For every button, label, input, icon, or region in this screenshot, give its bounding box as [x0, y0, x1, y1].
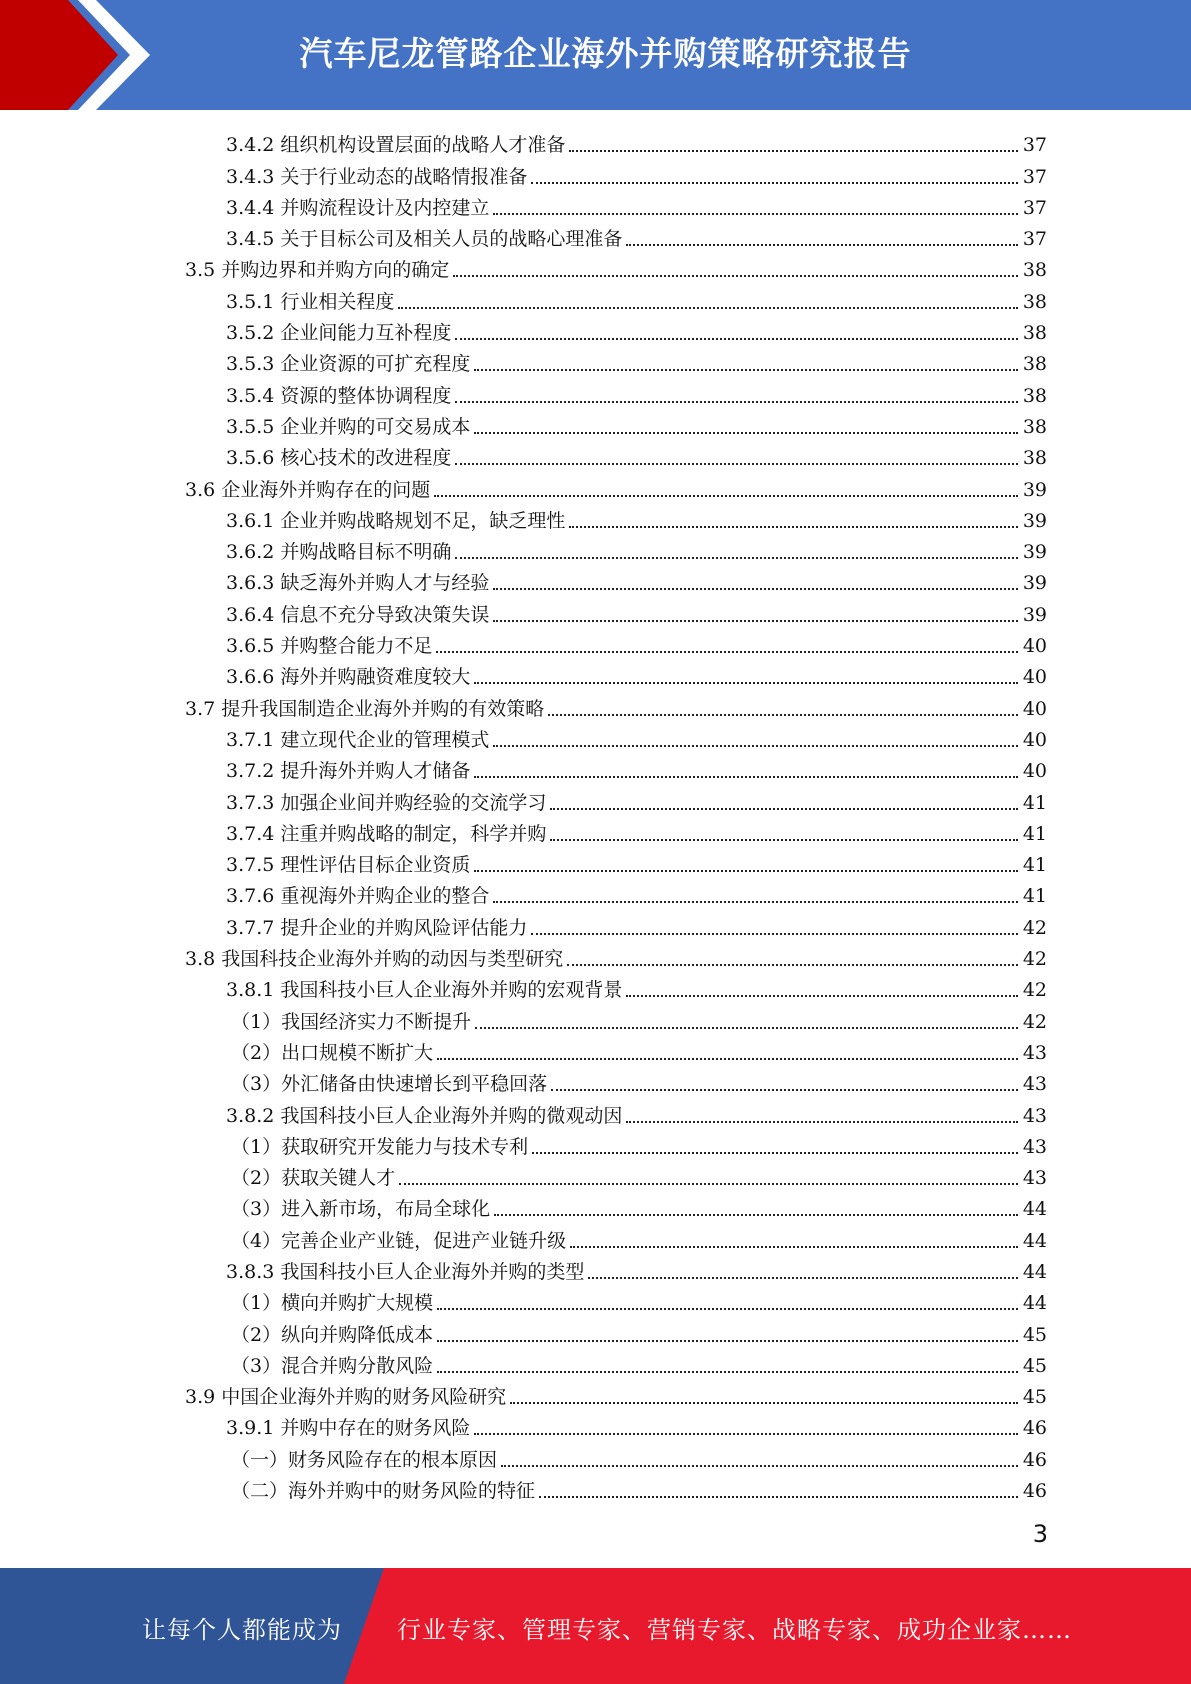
page-header [0, 0, 1191, 110]
toc-entry-number: 3.8.2 [226, 1104, 275, 1127]
page-number: 3 [1032, 1520, 1048, 1548]
toc-entry-number: 3.4.4 [226, 196, 275, 219]
toc-entry[interactable] [0, 1160, 1047, 1191]
toc-dot-leader [474, 368, 1018, 371]
toc-entry-title: 建立现代企业的管理模式 [280, 728, 490, 751]
toc-entry[interactable] [0, 158, 1047, 189]
toc-dot-leader [569, 149, 1018, 152]
toc-entry-number: 3.8.3 [226, 1260, 275, 1283]
toc-entry-title: 我国经济实力不断提升 [281, 1010, 472, 1033]
toc-entry-title: 注重并购战略的制定，科学并购 [280, 822, 547, 845]
toc-entry-number: 3.6.4 [226, 603, 275, 626]
toc-entry-page: 39 [1022, 572, 1047, 595]
toc-dot-leader [437, 1057, 1018, 1060]
toc-dot-leader [434, 494, 1018, 497]
toc-entry-page: 44 [1022, 1229, 1047, 1252]
toc-dot-leader [474, 431, 1018, 434]
toc-entry[interactable] [0, 315, 1047, 346]
toc-entry-number: 3.7.6 [226, 885, 275, 908]
toc-entry-title: 中国企业海外并购的财务风险研究 [221, 1386, 507, 1409]
toc-entry-page: 43 [1022, 1104, 1047, 1127]
toc-entry-page: 44 [1022, 1292, 1047, 1315]
toc-entry-page: 37 [1022, 134, 1047, 157]
toc-entry-page: 39 [1022, 478, 1047, 501]
toc-entry-title: 完善企业产业链，促进产业链升级 [281, 1229, 567, 1252]
toc-entry-title: 企业海外并购存在的问题 [221, 478, 431, 501]
toc-entry-number: 3.5.3 [226, 353, 275, 376]
toc-entry-page: 40 [1022, 666, 1047, 689]
toc-entry[interactable] [0, 628, 1047, 659]
toc-entry-page: 40 [1022, 635, 1047, 658]
toc-entry-title: 信息不充分导致决策失误 [280, 603, 490, 626]
toc-entry-number: 3.7.1 [226, 728, 275, 751]
toc-entry[interactable] [0, 1066, 1047, 1097]
toc-entry-title: 缺乏海外并购人才与经验 [280, 572, 490, 595]
toc-entry-title: 并购整合能力不足 [280, 635, 433, 658]
toc-dot-leader [531, 181, 1018, 184]
toc-dot-leader [455, 462, 1018, 465]
toc-entry-number: （1） [231, 1135, 282, 1158]
toc-entry-page: 44 [1022, 1260, 1047, 1283]
toc-entry-page: 42 [1022, 948, 1047, 971]
toc-dot-leader [569, 525, 1018, 528]
toc-dot-leader [567, 963, 1018, 966]
toc-entry-title: 提升企业的并购风险评估能力 [280, 916, 528, 939]
toc-entry-page: 41 [1022, 791, 1047, 814]
toc-entry-number: （2） [231, 1041, 282, 1064]
toc-entry-page: 38 [1022, 322, 1047, 345]
toc-entry-number: （1） [231, 1292, 282, 1315]
toc-entry-title: 外汇储备由快速增长到平稳回落 [281, 1073, 548, 1096]
toc-entry-title: 行业相关程度 [280, 290, 395, 313]
toc-dot-leader [532, 1151, 1018, 1154]
toc-dot-leader [494, 1213, 1018, 1216]
toc-entry-page: 45 [1022, 1323, 1047, 1346]
toc-dot-leader [436, 650, 1018, 653]
toc-entry[interactable] [0, 941, 1047, 972]
toc-entry-title: 我国科技小巨人企业海外并购的类型 [280, 1260, 585, 1283]
toc-entry[interactable] [0, 909, 1047, 940]
toc-entry-page: 46 [1022, 1480, 1047, 1503]
toc-entry-number: 3.5.6 [226, 447, 275, 470]
toc-entry[interactable] [0, 221, 1047, 252]
toc-entry-title: 并购战略目标不明确 [280, 541, 452, 564]
toc-entry-page: 38 [1022, 290, 1047, 313]
toc-entry-number: （2） [231, 1323, 282, 1346]
toc-entry-page: 43 [1022, 1041, 1047, 1064]
toc-entry-number: （1） [231, 1010, 282, 1033]
footer-slogan-left: 让每个人都能成为 [142, 1616, 342, 1644]
toc-entry-title: 提升我国制造企业海外并购的有效策略 [221, 697, 545, 720]
toc-entry-number: 3.5 [185, 259, 216, 282]
toc-entry-page: 41 [1022, 885, 1047, 908]
toc-dot-leader [455, 337, 1018, 340]
toc-entry-title: 并购中存在的财务风险 [280, 1417, 471, 1440]
toc-dot-leader [550, 838, 1018, 841]
toc-dot-leader [531, 932, 1018, 935]
toc-dot-leader [493, 212, 1018, 215]
toc-entry-number: 3.6.6 [226, 666, 275, 689]
toc-entry-page: 38 [1022, 415, 1047, 438]
toc-entry[interactable] [0, 127, 1047, 158]
toc-entry-title: 企业间能力互补程度 [280, 322, 452, 345]
toc-entry-number: 3.5.5 [226, 415, 275, 438]
toc-dot-leader [551, 1088, 1018, 1091]
toc-entry[interactable] [0, 1348, 1047, 1379]
toc-entry-page: 41 [1022, 822, 1047, 845]
toc-entry-number: 3.7.4 [226, 822, 275, 845]
toc-dot-leader [474, 869, 1018, 872]
table-of-contents [0, 127, 1191, 1504]
toc-entry-number: （2） [231, 1167, 282, 1190]
toc-entry-number: 3.4.3 [226, 165, 275, 188]
toc-entry-number: 3.6.2 [226, 541, 275, 564]
toc-dot-leader [474, 775, 1018, 778]
toc-entry[interactable] [0, 1254, 1047, 1285]
toc-entry-title: 纵向并购降低成本 [281, 1323, 434, 1346]
toc-entry-number: （二） [231, 1480, 289, 1503]
toc-entry-title: 关于目标公司及相关人员的战略心理准备 [280, 228, 623, 251]
toc-entry-title: 海外并购融资难度较大 [280, 666, 471, 689]
toc-entry[interactable] [0, 816, 1047, 847]
toc-entry-title: 我国科技小巨人企业海外并购的宏观背景 [280, 979, 623, 1002]
toc-entry-title: 加强企业间并购经验的交流学习 [280, 791, 547, 814]
toc-entry-number: （4） [231, 1229, 282, 1252]
toc-dot-leader [437, 1307, 1018, 1310]
toc-entry[interactable] [0, 1441, 1047, 1472]
toc-dot-leader [398, 306, 1018, 309]
toc-entry-page: 46 [1022, 1417, 1047, 1440]
toc-entry[interactable] [0, 252, 1047, 283]
toc-entry-title: 企业并购战略规划不足，缺乏理性 [280, 509, 566, 532]
toc-entry-number: 3.6 [185, 478, 216, 501]
toc-entry-number: 3.5.1 [226, 290, 275, 313]
toc-entry[interactable] [0, 346, 1047, 377]
toc-entry-title: 企业资源的可扩充程度 [280, 353, 471, 376]
toc-entry[interactable] [0, 409, 1047, 440]
page-footer [0, 1568, 1191, 1684]
toc-dot-leader [626, 243, 1018, 246]
toc-entry-title: 获取研究开发能力与技术专利 [281, 1135, 529, 1158]
toc-entry-title: 财务风险存在的根本原因 [288, 1448, 498, 1471]
toc-entry-number: （3） [231, 1198, 282, 1221]
toc-entry[interactable] [0, 1129, 1047, 1160]
toc-entry-page: 37 [1022, 165, 1047, 188]
toc-entry-title: 提升海外并购人才储备 [280, 760, 471, 783]
toc-entry[interactable] [0, 1473, 1047, 1504]
toc-entry-page: 39 [1022, 509, 1047, 532]
toc-entry-title: 横向并购扩大规模 [281, 1292, 434, 1315]
toc-entry[interactable] [0, 1316, 1047, 1347]
toc-entry-page: 39 [1022, 603, 1047, 626]
toc-entry-title: 核心技术的改进程度 [280, 447, 452, 470]
toc-dot-leader [437, 1339, 1018, 1342]
toc-entry-number: 3.4.2 [226, 134, 275, 157]
toc-dot-leader [501, 1464, 1018, 1467]
toc-entry-page: 38 [1022, 384, 1047, 407]
toc-entry[interactable] [0, 784, 1047, 815]
toc-entry[interactable] [0, 283, 1047, 314]
toc-entry-title: 组织机构设置层面的战略人才准备 [280, 134, 566, 157]
toc-entry-title: 出口规模不断扩大 [281, 1041, 434, 1064]
toc-dot-leader [539, 1495, 1018, 1498]
toc-entry-number: 3.5.4 [226, 384, 275, 407]
toc-entry-page: 43 [1022, 1073, 1047, 1096]
toc-entry-page: 37 [1022, 196, 1047, 219]
toc-entry-page: 40 [1022, 760, 1047, 783]
toc-entry-number: 3.4.5 [226, 228, 275, 251]
toc-entry[interactable] [0, 722, 1047, 753]
toc-entry-page: 40 [1022, 728, 1047, 751]
toc-entry-page: 45 [1022, 1386, 1047, 1409]
toc-entry[interactable] [0, 1379, 1047, 1410]
toc-entry-number: 3.9.1 [226, 1417, 275, 1440]
toc-entry-number: 3.9 [185, 1386, 216, 1409]
toc-entry[interactable] [0, 471, 1047, 502]
toc-dot-leader [493, 587, 1018, 590]
toc-entry[interactable] [0, 440, 1047, 471]
toc-entry-number: 3.6.3 [226, 572, 275, 595]
toc-entry[interactable] [0, 1003, 1047, 1034]
toc-entry-number: 3.7 [185, 697, 216, 720]
toc-entry-number: 3.8 [185, 948, 216, 971]
toc-entry-title: 混合并购分散风险 [281, 1354, 434, 1377]
toc-entry[interactable] [0, 659, 1047, 690]
toc-entry-title: 理性评估目标企业资质 [280, 854, 471, 877]
toc-entry[interactable] [0, 1097, 1047, 1128]
toc-dot-leader [550, 807, 1018, 810]
toc-entry-page: 42 [1022, 916, 1047, 939]
toc-dot-leader [493, 744, 1018, 747]
toc-entry[interactable] [0, 377, 1047, 408]
toc-entry-page: 45 [1022, 1354, 1047, 1377]
toc-entry-number: （3） [231, 1354, 282, 1377]
toc-entry-page: 43 [1022, 1167, 1047, 1190]
toc-dot-leader [510, 1401, 1018, 1404]
toc-entry[interactable] [0, 1191, 1047, 1222]
toc-dot-leader [474, 681, 1018, 684]
toc-entry-number: 3.7.7 [226, 916, 275, 939]
toc-entry-page: 42 [1022, 979, 1047, 1002]
toc-entry[interactable] [0, 190, 1047, 221]
toc-entry[interactable] [0, 878, 1047, 909]
toc-entry-title: 企业并购的可交易成本 [280, 415, 471, 438]
toc-entry-title: 海外并购中的财务风险的特征 [288, 1480, 536, 1503]
toc-entry[interactable] [0, 753, 1047, 784]
toc-entry-number: 3.7.5 [226, 854, 275, 877]
report-title: 汽车尼龙管路企业海外并购策略研究报告 [299, 34, 912, 73]
toc-entry-title: 并购流程设计及内控建立 [280, 196, 490, 219]
toc-dot-leader [626, 1120, 1018, 1123]
toc-dot-leader [399, 1182, 1018, 1185]
toc-entry-title: 我国科技企业海外并购的动因与类型研究 [221, 948, 564, 971]
toc-entry-number: 3.7.2 [226, 760, 275, 783]
toc-entry-number: 3.5.2 [226, 322, 275, 345]
toc-entry-title: 获取关键人才 [281, 1167, 396, 1190]
toc-entry-number: （3） [231, 1073, 282, 1096]
toc-dot-leader [548, 713, 1018, 716]
toc-dot-leader [626, 994, 1018, 997]
toc-entry-page: 46 [1022, 1448, 1047, 1471]
toc-entry-title: 并购边界和并购方向的确定 [221, 259, 450, 282]
toc-entry-number: 3.8.1 [226, 979, 275, 1002]
toc-dot-leader [455, 556, 1018, 559]
toc-entry[interactable] [0, 1035, 1047, 1066]
toc-dot-leader [453, 274, 1018, 277]
toc-entry[interactable] [0, 847, 1047, 878]
toc-entry[interactable] [0, 1285, 1047, 1316]
toc-dot-leader [570, 1245, 1018, 1248]
toc-entry-page: 40 [1022, 697, 1047, 720]
toc-entry-page: 39 [1022, 541, 1047, 564]
toc-entry[interactable] [0, 690, 1047, 721]
toc-entry-page: 37 [1022, 228, 1047, 251]
toc-dot-leader [493, 619, 1018, 622]
toc-entry-title: 重视海外并购企业的整合 [280, 885, 490, 908]
toc-entry-title: 关于行业动态的战略情报准备 [280, 165, 528, 188]
toc-dot-leader [455, 400, 1018, 403]
toc-dot-leader [437, 1370, 1018, 1373]
toc-entry-number: 3.7.3 [226, 791, 275, 814]
toc-entry[interactable] [0, 565, 1047, 596]
toc-entry-title: 我国科技小巨人企业海外并购的微观动因 [280, 1104, 623, 1127]
toc-entry-number: （一） [231, 1448, 289, 1471]
toc-entry[interactable] [0, 503, 1047, 534]
toc-entry-page: 38 [1022, 447, 1047, 470]
toc-entry-page: 38 [1022, 259, 1047, 282]
toc-dot-leader [588, 1276, 1018, 1279]
toc-entry-number: 3.6.1 [226, 509, 275, 532]
toc-entry-title: 进入新市场，布局全球化 [281, 1198, 491, 1221]
toc-entry[interactable] [0, 972, 1047, 1003]
toc-entry[interactable] [0, 1410, 1047, 1441]
toc-entry[interactable] [0, 534, 1047, 565]
toc-entry-number: 3.6.5 [226, 635, 275, 658]
toc-entry[interactable] [0, 1222, 1047, 1253]
footer-slogan-right: 行业专家、管理专家、营销专家、战略专家、成功企业家…… [397, 1616, 1072, 1644]
toc-entry-page: 41 [1022, 854, 1047, 877]
toc-dot-leader [475, 1026, 1018, 1029]
toc-entry-page: 42 [1022, 1010, 1047, 1033]
toc-entry-page: 43 [1022, 1135, 1047, 1158]
toc-dot-leader [474, 1432, 1018, 1435]
toc-entry-page: 44 [1022, 1198, 1047, 1221]
toc-entry-title: 资源的整体协调程度 [280, 384, 452, 407]
toc-dot-leader [493, 900, 1018, 903]
toc-entry-page: 38 [1022, 353, 1047, 376]
toc-entry[interactable] [0, 596, 1047, 627]
